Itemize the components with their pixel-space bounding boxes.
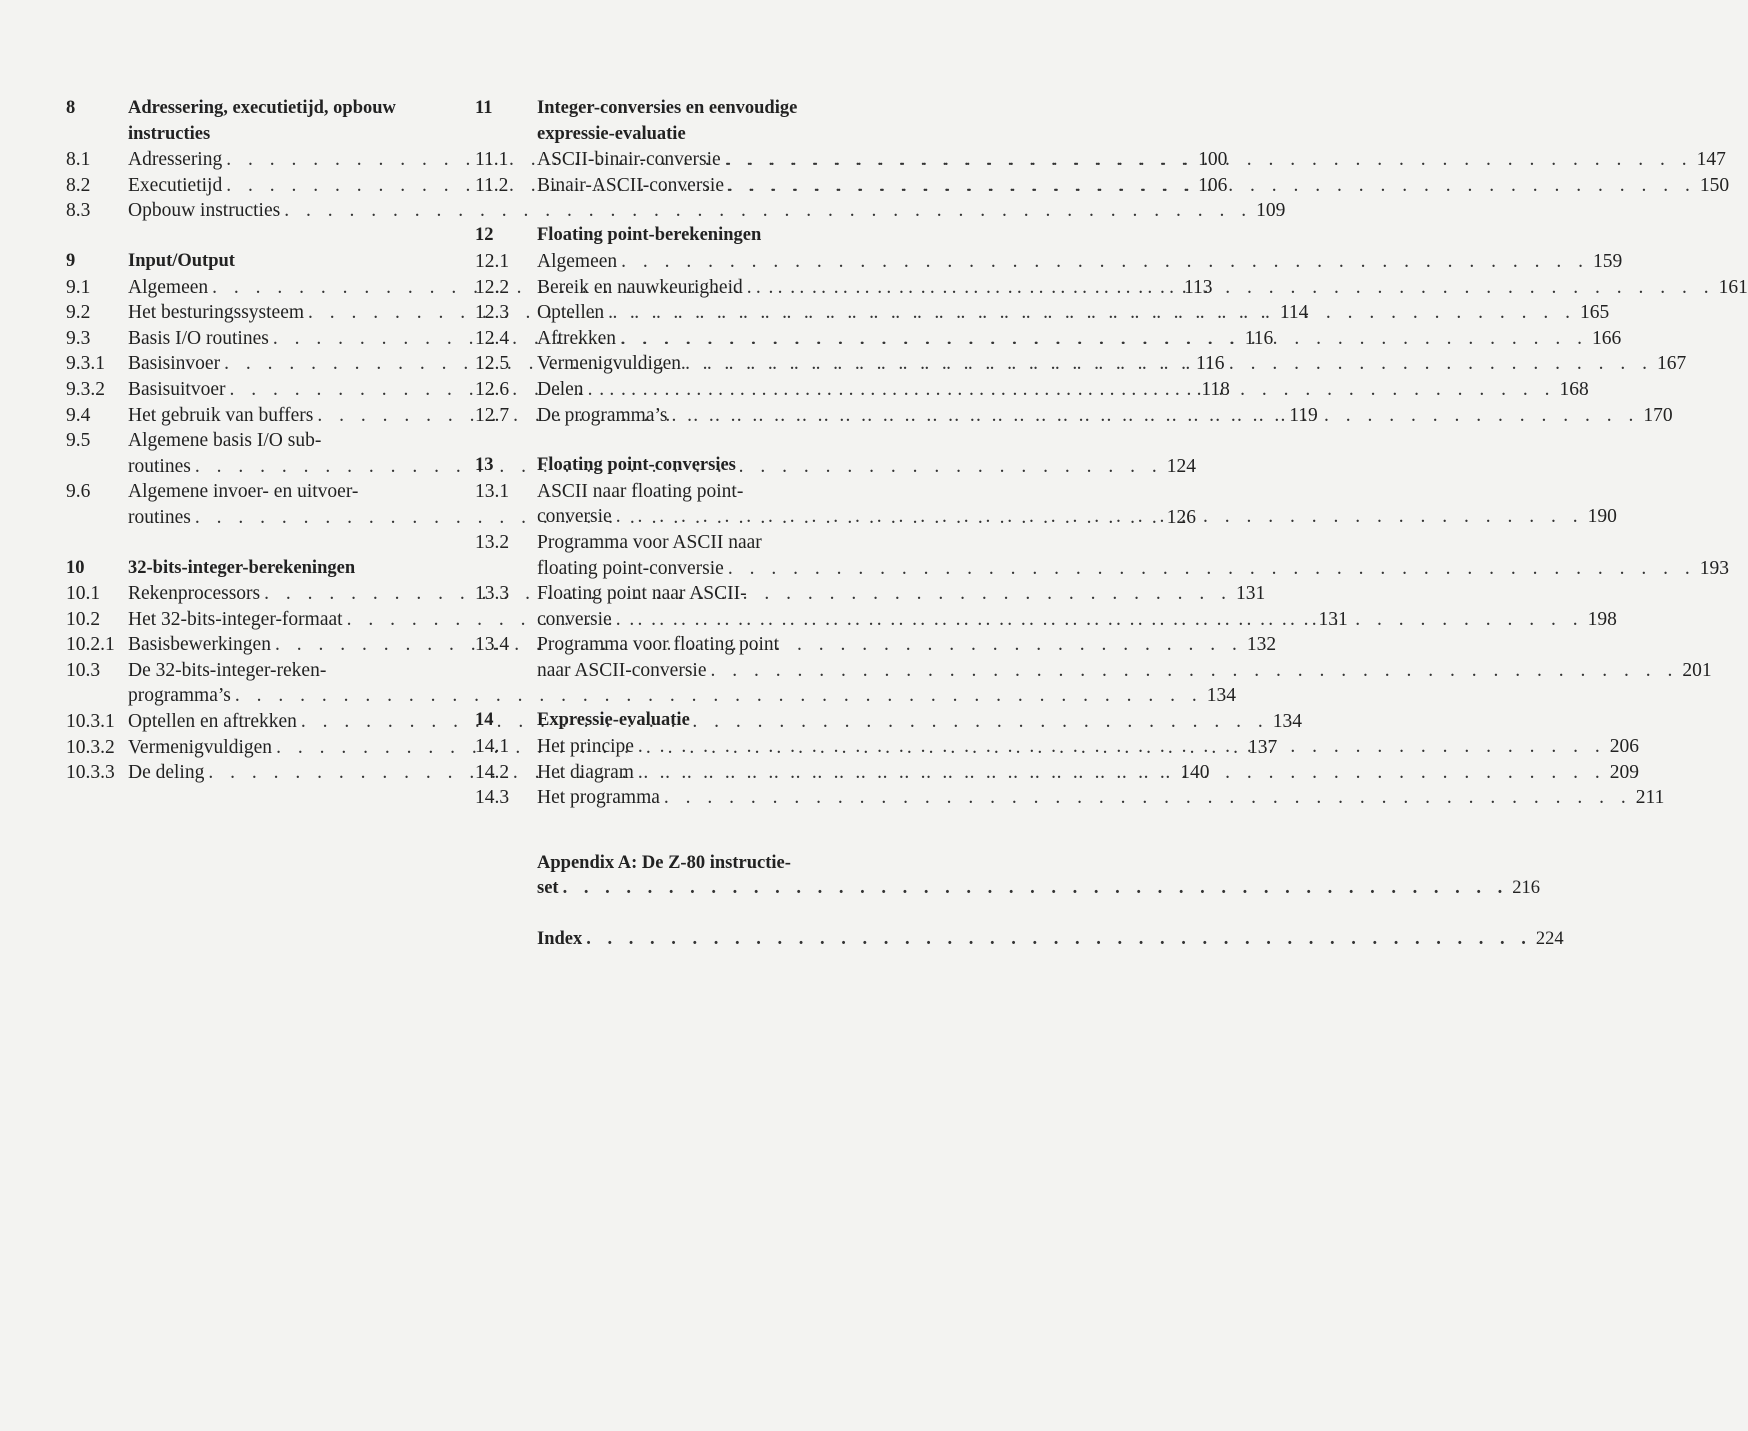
leader-dots: [608, 300, 1576, 326]
page-number: 206: [1609, 736, 1640, 758]
section-title-line: [537, 734, 1639, 760]
chapter-title: Floating point-berekeningen: [537, 225, 762, 246]
page-number: 159: [1593, 250, 1623, 272]
index-title: Index: [537, 929, 583, 950]
chapter-heading: [475, 453, 852, 479]
section-number: 10.3.2: [66, 736, 115, 758]
section-title-line: [537, 351, 1686, 377]
page-number: 100: [1198, 149, 1228, 171]
page-number: 114: [1279, 302, 1309, 324]
toc-entry: [475, 249, 1623, 275]
page-number: 137: [1247, 736, 1278, 758]
section-title: Vermenigvuldigen: [128, 736, 273, 758]
appendix-title-line: [537, 876, 1540, 902]
section-title: Basis I/O routines: [128, 327, 269, 349]
section-title: Rekenprocessors: [128, 583, 261, 605]
page-number: 216: [1512, 878, 1540, 899]
section-title-line: [537, 607, 1617, 633]
section-title: Het 32-bits-integer-formaat: [128, 608, 343, 630]
section-title: De 32-bits-integer-reken-: [128, 659, 327, 681]
section-title: Het programma: [537, 787, 660, 809]
section-number: 9.1: [66, 276, 91, 298]
section-number: 9.3.2: [66, 378, 105, 400]
section-number: 8.2: [66, 174, 91, 196]
section-title: Het gebruik van buffers: [128, 404, 314, 426]
section-title: Programma voor ASCII naar: [537, 531, 762, 553]
index-heading: [475, 927, 1564, 953]
section-body: [537, 326, 1621, 352]
section-number: 14.1: [475, 736, 510, 758]
section-title-line: [537, 403, 1673, 429]
section-title: ASCII naar floating point-: [537, 480, 744, 502]
index-title-line: [537, 927, 1564, 953]
section-number: 9.6: [66, 481, 91, 503]
chapter-number: 11: [475, 98, 493, 118]
page-number: 124: [1166, 455, 1196, 477]
chapter-number: 14: [475, 710, 494, 731]
page-number: 132: [1246, 634, 1277, 656]
section-body: [537, 581, 1617, 632]
chapter-number: 9: [66, 250, 76, 271]
chapter-heading: [66, 96, 448, 147]
section-number: 12.3: [475, 302, 510, 324]
page-number: 201: [1682, 659, 1712, 681]
chapter-title: Expressie-evaluatie: [537, 710, 690, 731]
section-body: [537, 275, 1748, 301]
section-body: [537, 300, 1609, 326]
page-number: 161: [1718, 276, 1748, 298]
leader-dots: [620, 326, 1588, 352]
chapter-heading: [475, 708, 852, 734]
section-body: [537, 479, 1617, 530]
page-number: 119: [1289, 404, 1318, 426]
page-number: 113: [1184, 276, 1213, 298]
chapter-heading: [66, 556, 448, 582]
page-number: 106: [1198, 174, 1228, 196]
chapter-number: 10: [66, 557, 85, 578]
appendix-body: [537, 851, 1540, 902]
section-title: Floating point naar ASCII-: [537, 583, 747, 605]
section-number: 13.1: [475, 480, 510, 502]
leader-dots: [586, 927, 1532, 953]
section-title: Adressering: [128, 149, 223, 171]
leader-dots: [725, 147, 1693, 173]
section-title-line: [537, 632, 1712, 658]
section-title: Vermenigvuldigen: [537, 353, 682, 375]
section-number: 10.1: [66, 583, 101, 605]
section-body: [537, 403, 1673, 429]
section-title-cont: conversie: [537, 608, 612, 630]
page-number: 147: [1696, 149, 1726, 171]
section-number: 13.4: [475, 634, 510, 656]
leader-dots: [588, 377, 1556, 403]
section-title-line: [537, 785, 1664, 811]
page-number: 209: [1609, 761, 1640, 783]
section-title-line: [537, 530, 1729, 556]
page-number: 118: [1201, 378, 1230, 400]
section-title-line: [537, 147, 1726, 173]
page-number: 140: [1180, 762, 1210, 784]
chapter-title: Floating point-conversies: [537, 455, 736, 476]
section-title-cont: routines: [128, 506, 191, 528]
section-title: Basisbewerkingen: [128, 634, 271, 656]
toc-entry: [475, 530, 1729, 581]
page-number: 168: [1559, 378, 1589, 400]
chapter-title: Integer-conversies en eenvoudige expressie-evaluatie: [537, 98, 798, 144]
appendix-heading: [475, 851, 1540, 902]
section-title-line: [537, 377, 1589, 403]
page-number: 170: [1643, 404, 1673, 426]
leader-dots: [728, 173, 1696, 199]
toc-entry: [66, 198, 1286, 224]
chapter-title: Adressering, executietijd, opbouw instructies: [128, 98, 396, 144]
section-body: [537, 351, 1686, 377]
chapter-number: 12: [475, 225, 494, 246]
section-title: Algemene invoer- en uitvoer-: [128, 481, 359, 503]
section-body: [537, 249, 1622, 275]
section-number: 13.3: [475, 583, 510, 605]
section-number: 12.2: [475, 276, 510, 298]
leader-dots: [638, 760, 1606, 786]
page-number: 198: [1587, 608, 1617, 630]
leader-dots: [672, 403, 1640, 429]
section-title-cont: floating point-conversie: [537, 557, 724, 579]
index-block: [475, 927, 1564, 953]
section-title-line: [537, 275, 1748, 301]
page-number: 166: [1591, 327, 1622, 349]
section-title: Het diagram: [537, 761, 634, 783]
section-body: [537, 377, 1589, 403]
section-title: Executietijd: [128, 174, 223, 196]
section-number: 11.1: [475, 149, 509, 171]
section-title: Het principe: [537, 736, 634, 758]
page-number: 126: [1166, 506, 1196, 528]
page-number: 134: [1272, 711, 1303, 733]
section-title: Algemeen: [537, 250, 618, 272]
leader-dots: [621, 249, 1589, 275]
section-title: Basisuitvoer: [128, 378, 226, 400]
page-number: 211: [1635, 787, 1665, 809]
page-number: 131: [1318, 608, 1348, 630]
chapter-title: 32-bits-integer-berekeningen: [128, 557, 356, 578]
section-title: ASCII-binair-conversie: [537, 149, 721, 171]
toc-entry: [475, 785, 1665, 811]
section-number: 11.2: [475, 174, 509, 196]
leader-dots: [563, 876, 1509, 902]
section-body: [537, 530, 1729, 581]
section-title: Opbouw instructies: [128, 200, 281, 222]
chapter-number: 8: [66, 98, 76, 118]
section-title-line: [537, 326, 1621, 352]
chapter-heading: [66, 249, 448, 275]
section-title-line: [537, 658, 1712, 684]
section-title: Aftrekken: [537, 327, 617, 349]
section-number: 12.5: [475, 353, 510, 375]
page-number: 109: [1256, 200, 1286, 222]
section-number: 8.1: [66, 149, 91, 171]
section-body: [537, 632, 1712, 683]
leader-dots: [664, 785, 1632, 811]
section-body: [537, 760, 1639, 786]
section-title: Het besturingssysteem: [128, 302, 305, 324]
section-title: Delen: [537, 378, 584, 400]
section-title-line: [537, 581, 1617, 607]
leader-dots: [747, 275, 1715, 301]
section-title: De programma’s: [537, 404, 668, 426]
leader-dots: [616, 607, 1584, 633]
page-number: 116: [1244, 327, 1274, 349]
section-number: 10.2: [66, 608, 101, 630]
page-number: 167: [1656, 353, 1687, 375]
section-number: 12.6: [475, 378, 510, 400]
section-title: De deling: [128, 762, 205, 784]
section-number: 13.2: [475, 531, 510, 553]
section-title-line: [537, 300, 1609, 326]
section-title-cont: routines: [128, 455, 191, 477]
section-title-cont: conversie: [537, 506, 612, 528]
leader-dots: [638, 734, 1606, 760]
chapter-heading: [475, 223, 852, 249]
section-number: 9.2: [66, 302, 91, 324]
section-body: [537, 734, 1639, 760]
section-number: 10.3.1: [66, 711, 115, 733]
section-title: Algemene basis I/O sub-: [128, 430, 322, 452]
section-title: Binair-ASCII-conversie: [537, 174, 724, 196]
chapter-title: Input/Output: [128, 250, 235, 271]
section-number: 12.4: [475, 327, 510, 349]
section-title: Optellen en aftrekken: [128, 711, 297, 733]
section-body: [537, 785, 1664, 811]
section-title: Optellen: [537, 302, 605, 324]
section-number: 10.3.3: [66, 762, 115, 784]
section-title: Bereik en nauwkeurigheid: [537, 276, 743, 298]
section-number: 9.5: [66, 430, 91, 452]
appendix-title-cont: set: [537, 878, 559, 899]
section-title-cont: programma’s: [128, 685, 231, 707]
page-number: 134: [1206, 685, 1237, 707]
section-title-line: [537, 479, 1617, 505]
section-number: 9.3.1: [66, 353, 105, 375]
leader-dots: [728, 556, 1696, 582]
page-number: 116: [1195, 353, 1225, 375]
page-number: 190: [1587, 506, 1617, 528]
section-body: [537, 173, 1729, 199]
page-number: 150: [1699, 174, 1730, 196]
section-title-line: [537, 249, 1622, 275]
chapter-heading: [475, 96, 852, 147]
section-number: 10.3: [66, 659, 101, 681]
section-title: Programma voor floating point: [537, 634, 780, 656]
section-body: [537, 147, 1726, 173]
chapter-number: 13: [475, 455, 494, 476]
leader-dots: [710, 658, 1678, 684]
appendix-title: Appendix A: De Z-80 instructie-: [537, 852, 791, 873]
section-number: 9.3: [66, 327, 91, 349]
section-title-line: [537, 760, 1639, 786]
section-title: Algemeen: [128, 276, 209, 298]
page-number: 224: [1535, 929, 1564, 950]
section-title-cont: naar ASCII-conversie: [537, 659, 707, 681]
section-number: 12.7: [475, 404, 510, 426]
section-number: 10.2.1: [66, 634, 115, 656]
section-title: Basisinvoer: [128, 353, 221, 375]
section-title-line: [537, 556, 1729, 582]
section-number: 14.2: [475, 761, 510, 783]
leader-dots: [616, 504, 1584, 530]
section-title-line: [537, 504, 1617, 530]
page-number: 165: [1580, 302, 1610, 324]
section-title-line: [537, 173, 1729, 199]
appendix-block: [475, 851, 1540, 902]
section-number: 14.3: [475, 787, 510, 809]
leader-dots: [685, 351, 1653, 377]
section-number: 12.1: [475, 250, 510, 272]
section-number: 8.3: [66, 200, 91, 222]
page-number: 193: [1699, 557, 1729, 579]
appendix-title-line: [537, 851, 1540, 877]
index-body: [537, 927, 1564, 953]
section-number: 9.4: [66, 404, 91, 426]
page-number: 131: [1236, 583, 1266, 605]
